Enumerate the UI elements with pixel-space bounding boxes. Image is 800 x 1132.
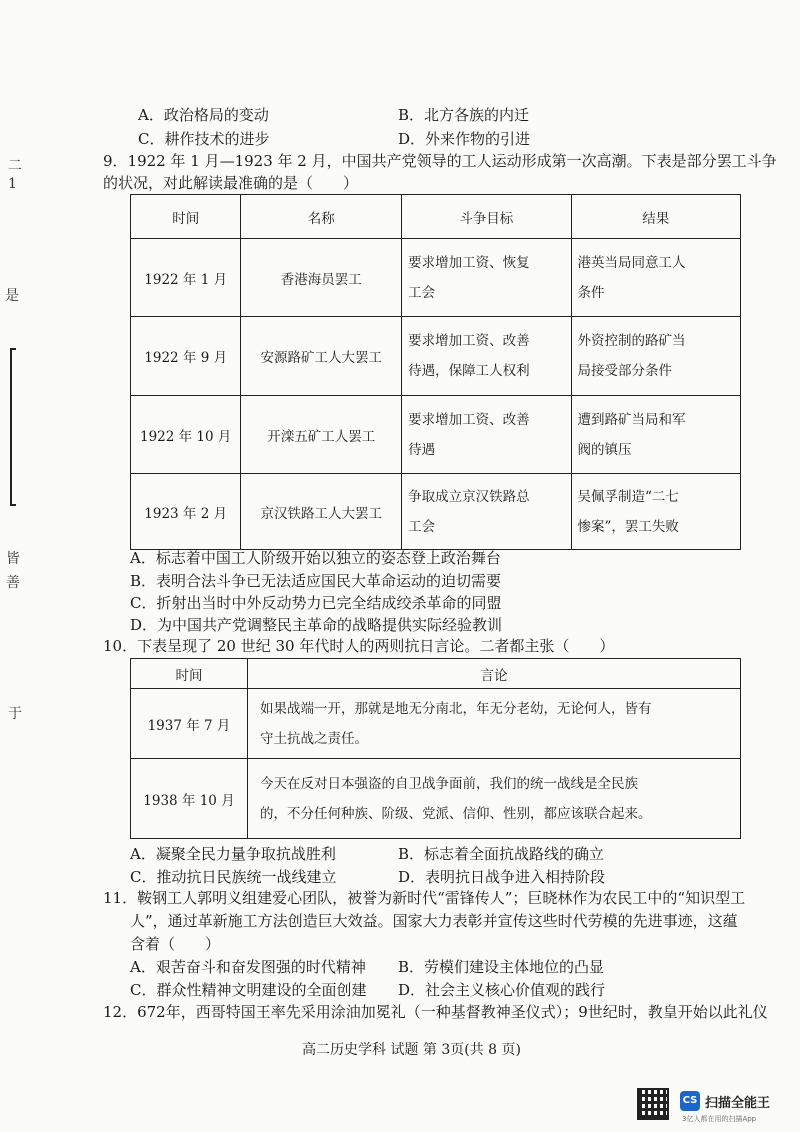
table-cell-result: 港英当局同意工人 条件 [571, 239, 740, 317]
table-header: 时间 [131, 659, 248, 689]
margin-bracket [10, 348, 12, 506]
scanner-app-name: 扫描全能王 [705, 1096, 771, 1111]
table-header-row [131, 659, 741, 689]
q10-option-d[interactable]: D．表明抗日战争进入相持阶段 [398, 868, 606, 886]
margin-bracket-bottom [10, 504, 16, 506]
table-header: 名称 [241, 195, 402, 239]
table-header: 结果 [571, 195, 740, 239]
q10-table [130, 658, 741, 839]
q10-option-b[interactable]: B．标志着全面抗战路线的确立 [398, 845, 605, 863]
table-header: 斗争目标 [402, 195, 571, 239]
table-cell-goal: 要求增加工资、改善 待遇，保障工人权利 [402, 317, 571, 396]
table-cell-quote: 今天在反对日本强盗的自卫战争面前，我们的统一战线是全民族 的，不分任何种族、阶级、党派、信仰、性别，都应该联合起来。 [248, 759, 741, 839]
table-row [131, 474, 741, 550]
scanner-tagline: 3亿人都在用的扫描App [682, 1115, 757, 1123]
table-row [131, 317, 741, 396]
table-header-row [131, 195, 741, 239]
page-footer: 高二历史学科 试题 第 3页(共 8 页) [302, 1042, 521, 1058]
table-header: 时间 [131, 195, 241, 239]
q8-option-a[interactable]: A．政治格局的变动 [138, 106, 269, 124]
table-cell-quote: 如果战端一开，那就是地无分南北，年无分老幼，无论何人，皆有 守土抗战之责任。 [248, 689, 741, 759]
q12-stem: 12．672年，西哥特国王率先采用涂油加冕礼（一种基督教神圣仪式）；9世纪时，教皇开始以此礼仪 [103, 1003, 768, 1021]
q8-option-d[interactable]: D．外来作物的引进 [398, 130, 531, 148]
margin-char: 善 [6, 575, 20, 591]
q11-option-c[interactable]: C．群众性精神文明建设的全面创建 [130, 981, 367, 999]
margin-char: 皆 [6, 551, 20, 567]
table-row [131, 239, 741, 317]
q11-stem: 11．鞍钢工人郭明义组建爱心团队，被誉为新时代“雷锋传人”；巨晓林作为农民工中的“知识型工 [103, 889, 746, 907]
margin-char: 二 [8, 158, 22, 174]
table-cell-result: 外资控制的路矿当 局接受部分条件 [571, 317, 740, 396]
table-cell-goal: 要求增加工资、改善 待遇 [402, 396, 571, 474]
table-cell-result: 吴佩孚制造“二七 惨案”，罢工失败 [571, 474, 740, 550]
q11-stem: 人”，通过革新施工方法创造巨大效益。国家大力表彰并宣传这些时代劳模的先进事迹，这蕴 [130, 912, 738, 930]
table-cell-name: 开滦五矿工人罢工 [241, 396, 402, 474]
table-cell-name: 安源路矿工人大罢工 [241, 317, 402, 396]
table-cell-time: 1937 年 7 月 [131, 689, 248, 759]
table-cell-name: 香港海员罢工 [241, 239, 402, 317]
q9-option-d[interactable]: D．为中国共产党调整民主革命的战略提供实际经验教训 [130, 616, 503, 634]
q10-option-a[interactable]: A．凝聚全民力量争取抗战胜利 [130, 845, 336, 863]
q10-option-c[interactable]: C．推动抗日民族统一战线建立 [130, 868, 337, 886]
table-cell-goal: 争取成立京汉铁路总 工会 [402, 474, 571, 550]
q10-stem: 10．下表呈现了 20 世纪 30 年代时人的两则抗日言论。二者都主张（ ） [103, 637, 615, 655]
table-cell-time: 1922 年 10 月 [131, 396, 241, 474]
table-row [131, 396, 741, 474]
q9-table [130, 194, 741, 550]
margin-bracket-top [10, 348, 16, 350]
q8-option-b[interactable]: B．北方各族的内迁 [398, 106, 530, 124]
q9-option-a[interactable]: A．标志着中国工人阶级开始以独立的姿态登上政治舞台 [130, 549, 501, 567]
table-cell-goal: 要求增加工资、恢复 工会 [402, 239, 571, 317]
q9-option-b[interactable]: B．表明合法斗争已无法适应国民大革命运动的迫切需要 [130, 572, 502, 590]
table-row [131, 689, 741, 759]
q8-option-c[interactable]: C．耕作技术的进步 [138, 130, 270, 148]
qr-code-icon [637, 1088, 669, 1120]
table-cell-name: 京汉铁路工人大罢工 [241, 474, 402, 550]
q9-stem: 9．1922 年 1 月—1923 年 2 月，中国共产党领导的工人运动形成第一次高潮。下表是部分罢工斗争 [103, 152, 777, 170]
table-cell-result: 遭到路矿当局和军 阀的镇压 [571, 396, 740, 474]
table-header: 言论 [248, 659, 741, 689]
q11-option-a[interactable]: A．艰苦奋斗和奋发图强的时代精神 [130, 958, 366, 976]
camscanner-logo-icon: CS [680, 1091, 700, 1111]
table-cell-time: 1922 年 9 月 [131, 317, 241, 396]
margin-char: 1 [8, 176, 17, 192]
q11-option-b[interactable]: B．劳模们建设主体地位的凸显 [398, 958, 605, 976]
q9-stem: 的状况，对此解读最准确的是（ ） [103, 174, 359, 192]
margin-char: 于 [8, 706, 22, 722]
table-cell-time: 1922 年 1 月 [131, 239, 241, 317]
q11-stem: 含着（ ） [130, 935, 221, 953]
q9-option-c[interactable]: C．折射出当时中外反动势力已完全结成绞杀革命的同盟 [130, 594, 502, 612]
table-cell-time: 1923 年 2 月 [131, 474, 241, 550]
margin-char: 是 [5, 288, 19, 304]
q11-option-d[interactable]: D．社会主义核心价值观的践行 [398, 981, 606, 999]
table-row [131, 759, 741, 839]
table-cell-time: 1938 年 10 月 [131, 759, 248, 839]
